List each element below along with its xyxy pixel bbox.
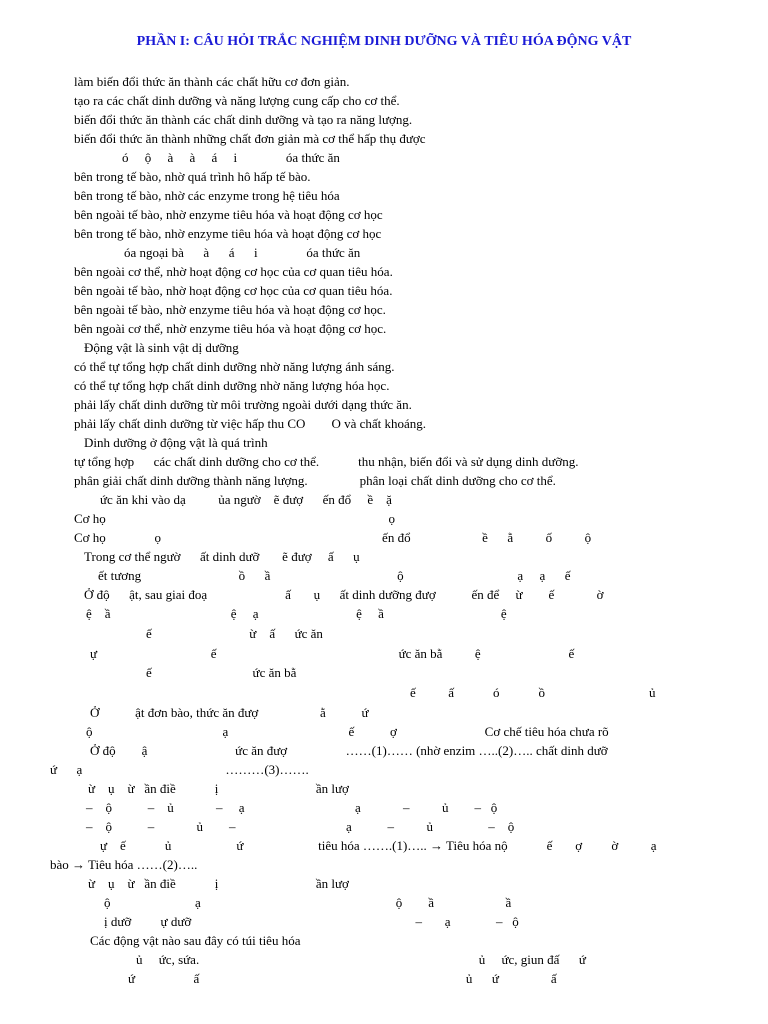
question-line: óa ngoại bà à á i óa thức ăn xyxy=(124,245,361,260)
text-line: ộ ạ ộ ầ ầ xyxy=(104,895,512,910)
text-line: phải lấy chất dinh dưỡng từ việc hấp thu CO O và chất khoáng. xyxy=(74,416,427,431)
text-line: bên ngoài cơ thể, nhờ hoạt động cơ học của cơ quan tiêu hóa. xyxy=(74,264,393,279)
question-line: Trong cơ thể ngườ ất dinh dưỡ ẽ đượ ấ ụ xyxy=(84,549,360,564)
text-line: ế ức ăn bằ xyxy=(146,665,297,680)
question-line: ừ ụ ừ ần điề ị ần lượ xyxy=(88,781,349,796)
text-line: Cơ họ ọ ến đổ ề ằ ố ộ xyxy=(74,530,592,545)
text-line: biến đổi thức ăn thành các chất dinh dưỡng và tạo ra năng lượng. xyxy=(74,112,413,127)
question-line: Ở ật đơn bào, thức ăn đượ ằ ứ xyxy=(90,705,369,720)
text-line: ế ấ ó ồ ủ xyxy=(410,685,656,700)
text-line: Cơ họ ọ xyxy=(74,511,396,526)
text-line: ệ ầ ệ ạ ệ ầ ệ xyxy=(86,606,507,621)
text-line: có thể tự tổng hợp chất dinh dưỡng nhờ năng lượng hóa học. xyxy=(74,378,390,393)
question-line: ức ăn khi vào dạ ủa ngườ ẽ đượ ến đổ ề ặ xyxy=(100,492,392,507)
text-line: ứ ấ ủ ứ ấ xyxy=(128,971,557,986)
question-line: Ở độ ật, sau giai đoạ ấ ụ ất dinh dưỡng đượ ến để ừ ế ờ xyxy=(84,587,604,602)
text-line: phân giải chất dinh dưỡng thành năng lượng. phân loại chất dinh dưỡng cho cơ thể. xyxy=(74,473,556,488)
text-line: bên ngoài tế bào, nhờ enzyme tiêu hóa và hoạt động cơ học. xyxy=(74,302,386,317)
question-line: Các động vật nào sau đây có túi tiêu hóa xyxy=(90,933,301,948)
text-line: phải lấy chất dinh dưỡng từ môi trường ngoài dưới dạng thức ăn. xyxy=(74,397,412,412)
text-line: bào → Tiêu hóa ……(2)….. xyxy=(50,857,198,872)
text-line: ế ừ ấ ức ăn xyxy=(146,626,323,641)
text-line: – ộ – ủ – ạ – ủ – ộ xyxy=(86,819,515,834)
text-line: bên ngoài cơ thể, nhờ enzyme tiêu hóa và hoạt động cơ học. xyxy=(74,321,387,336)
question-line: ó ộ à à á i óa thức ăn xyxy=(122,150,340,165)
text-line: làm biến đổi thức ăn thành các chất hữu cơ đơn giản. xyxy=(74,74,350,89)
text-line: tự tổng hợp các chất dinh dưỡng cho cơ thể. thu nhận, biến đổi và sử dụng dinh dưỡng. xyxy=(74,454,579,469)
question-line: ự ế ủ ứ tiêu hóa …….(1)….. → Tiêu hóa nộ ế ợ ờ ạ xyxy=(100,838,657,853)
text-line: ủ ức, sứa. ủ ức, giun đấ ứ xyxy=(136,952,586,967)
text-line: bên ngoài tế bào, nhờ hoạt động cơ học của cơ quan tiêu hóa. xyxy=(74,283,393,298)
question-line: Động vật là sinh vật dị dưỡng xyxy=(84,340,239,355)
question-line: Ở độ ậ ức ăn đượ ……(1)…… (nhờ enzim …..(2)….. chất dinh dưỡ xyxy=(90,743,608,758)
text-line: ết tương ồ ầ ộ ạ ạ ế xyxy=(98,568,571,583)
text-line: – ộ – ủ – ạ ạ – ủ – ộ xyxy=(86,800,498,815)
text-line: ứ ạ ………(3)……. xyxy=(50,762,309,777)
text-line: bên trong tế bào, nhờ các enzyme trong hệ tiêu hóa xyxy=(74,188,340,203)
text-line: biến đổi thức ăn thành những chất đơn giản mà cơ thể hấp thụ được xyxy=(74,131,426,146)
page-title: PHẦN I: CÂU HỎI TRẮC NGHIỆM DINH DƯỠNG VÀ TIÊU HÓA ĐỘNG VẬT xyxy=(136,34,632,49)
text-line: ộ ạ ế ợ Cơ chế tiêu hóa chưa rõ xyxy=(86,724,609,739)
text-line: có thể tự tổng hợp chất dinh dưỡng nhờ năng lượng ánh sáng. xyxy=(74,359,395,374)
text-line: bên trong tế bào, nhờ enzyme tiêu hóa và hoạt động cơ học xyxy=(74,226,382,241)
text-line: tạo ra các chất dinh dưỡng và năng lượng cung cấp cho cơ thể. xyxy=(74,93,400,108)
text-line: ự ế ức ăn bằ ệ ế xyxy=(90,646,575,661)
question-line: ừ ụ ừ ần điề ị ần lượ xyxy=(88,876,349,891)
question-line: Dinh dưỡng ở động vật là quá trình xyxy=(84,435,268,450)
text-line: ị dưỡ ự dưỡ – ạ – ộ xyxy=(104,914,519,929)
text-line: bên trong tế bào, nhờ quá trình hô hấp tế bào. xyxy=(74,169,311,184)
text-line: bên ngoài tế bào, nhờ enzyme tiêu hóa và hoạt động cơ học xyxy=(74,207,383,222)
